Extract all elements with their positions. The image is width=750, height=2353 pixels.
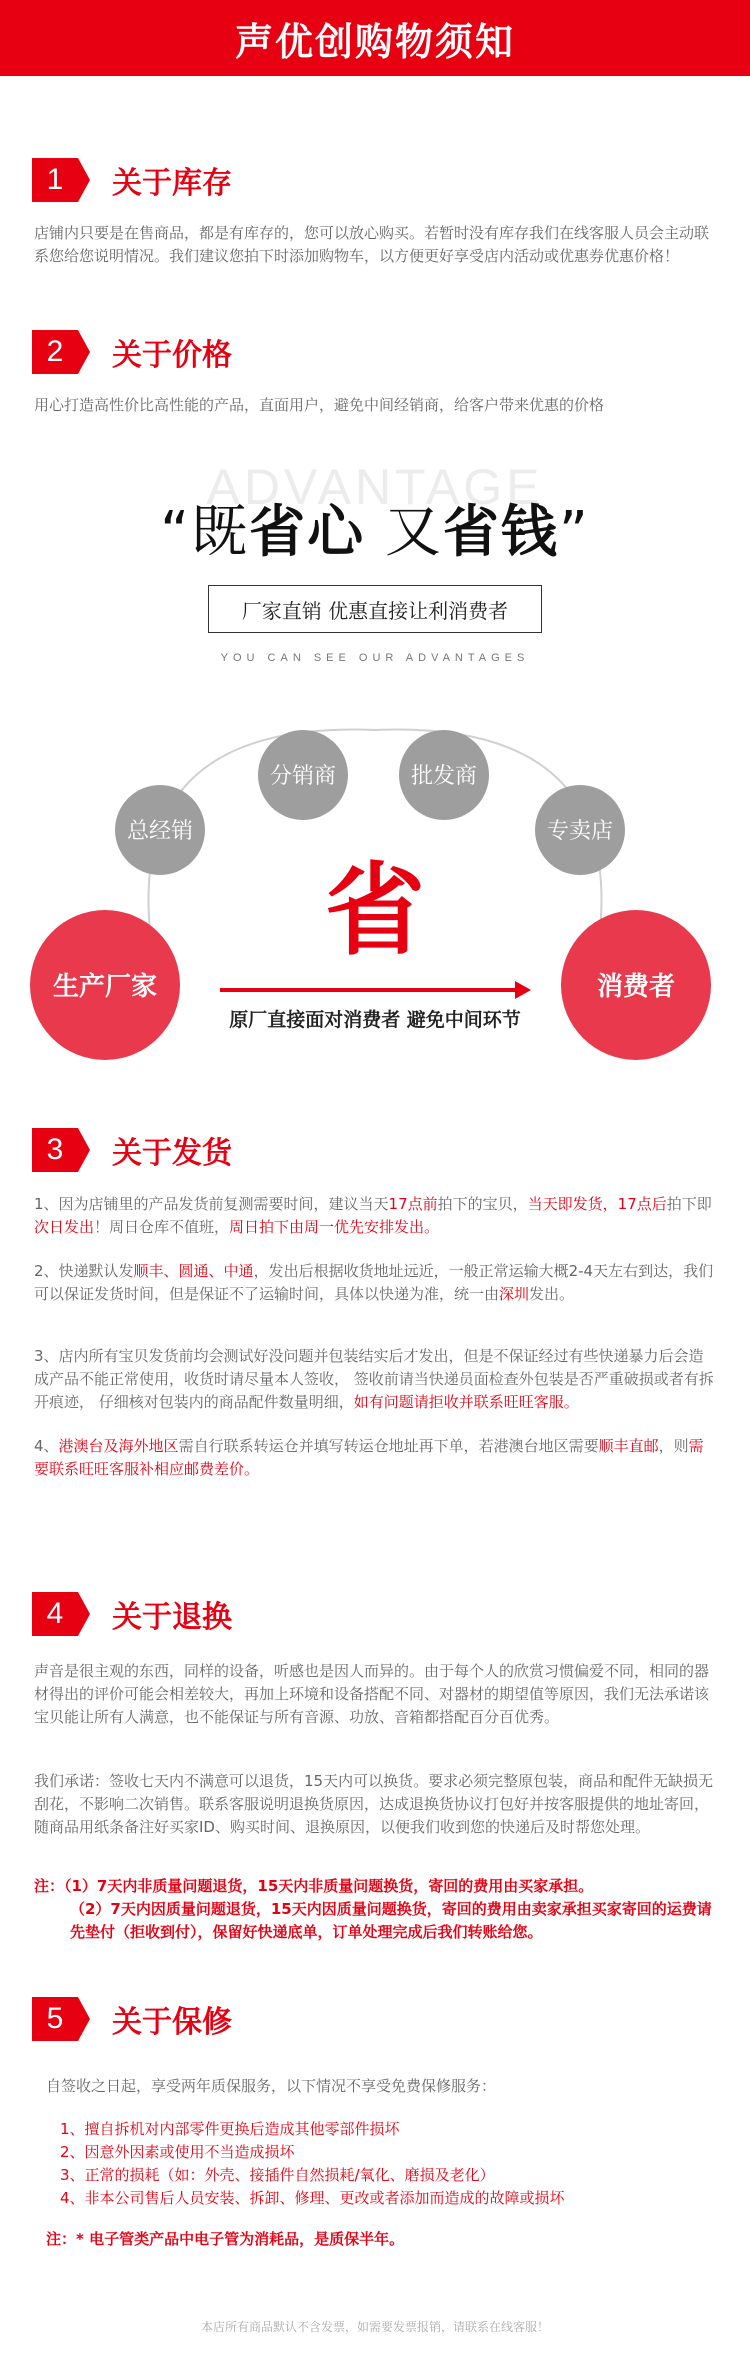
text: 拍下的宝贝， bbox=[437, 1195, 528, 1213]
quote-open: “既 bbox=[160, 500, 250, 565]
text: ！周日仓库不值班， bbox=[94, 1218, 230, 1236]
returns-p1: 声音是很主观的东西，同样的设备，听感也是因人而异的。由于每个人的欣赏习惯偏爱不同，相同的器材得出的评价可能会相差较大，再加上环境和设备搭配不同、对器材的期望值等原因，我们无法承诺该宝贝能让所有人满意，也不能保证与所有音源、功放、音箱都搭配百分百优秀。 bbox=[34, 1662, 710, 1726]
section-header-shipping bbox=[32, 1128, 232, 1172]
list-item: 1、擅自拆机对内部零件更换后造成其他零部件损坏 bbox=[60, 2120, 400, 2138]
shipping-p2 bbox=[34, 1260, 718, 1306]
section-title: 关于保修 bbox=[112, 2005, 232, 2040]
text: 3、店内所有宝贝发货前均会测试好没问题并包装结实后才发出，但是不保证经过有些快递暴力后会造成产品不能正常使用，收货时请尽量本人签收， 签收前请当快递员面检查外包装是否严重破损或者有拆开痕迹， 仔细核对包装内的商品配件数量明细， bbox=[34, 1347, 714, 1411]
advantage-tagline-box bbox=[208, 585, 542, 633]
text: 如有问题请拒收并联系旺旺客服。 bbox=[353, 1393, 579, 1411]
section-number: 2 bbox=[32, 330, 78, 374]
text: 次日发出 bbox=[34, 1218, 95, 1236]
save-glyph: 省 bbox=[325, 852, 425, 969]
title-strong-1: 省心 bbox=[249, 500, 366, 565]
section-title: 关于价格 bbox=[112, 338, 232, 373]
text: 4、 bbox=[34, 1437, 59, 1455]
node-pifashang bbox=[399, 730, 489, 820]
advantage-tagline: 厂家直销 优惠直接让利消费者 bbox=[241, 598, 509, 623]
shipping-p1 bbox=[34, 1193, 718, 1239]
section-title: 关于发货 bbox=[112, 1136, 232, 1171]
shipping-p3 bbox=[34, 1345, 718, 1414]
node-zhuanmaidian bbox=[535, 785, 625, 875]
distribution-diagram bbox=[0, 680, 750, 1080]
arrow-icon bbox=[78, 1592, 90, 1636]
section-header-stock bbox=[32, 158, 232, 202]
page-title: 声优创购物须知 bbox=[234, 19, 515, 64]
text: 顺丰直邮 bbox=[598, 1437, 659, 1455]
returns-p2: 我们承诺：签收七天内不满意可以退货，15天内可以换货。要求必须完整原包装，商品和配件无缺损无刮花，不影响二次销售。联系客服说明退换货原因，达成退换货协议打包好并按客服提供的地址寄回，随商品用纸条备注好买家ID、购买时间、退换原因，以便我们收到您的快递后及时帮您处理。 bbox=[34, 1772, 714, 1836]
arrow-icon bbox=[78, 1997, 90, 2041]
section-header-price bbox=[32, 330, 232, 374]
advantage-english: YOU CAN SEE OUR ADVANTAGES bbox=[220, 652, 530, 664]
warranty-intro: 自签收之日起，享受两年质保服务，以下情况不享受免费保修服务： bbox=[46, 2077, 497, 2095]
section-title: 关于退换 bbox=[112, 1600, 232, 1635]
list-item: 4、非本公司售后人员安装、拆卸、修理、更改或者添加而造成的故障或损坏 bbox=[60, 2189, 565, 2207]
section-number: 5 bbox=[32, 1997, 78, 2041]
diagram-caption: 原厂直接面对消费者 避免中间环节 bbox=[229, 1009, 521, 1031]
text: 2、快递默认发 bbox=[34, 1262, 134, 1280]
list-item: 3、正常的损耗（如：外壳、接插件自然损耗/氧化、磨损及老化） bbox=[60, 2166, 495, 2184]
node-label: 消费者 bbox=[596, 972, 676, 1002]
arrow-icon bbox=[78, 158, 90, 202]
text: 需自行联系转运仓并填写转运仓地址再下单，若港澳台地区需要 bbox=[178, 1437, 599, 1455]
advantage-bg-word: ADVANTAGE bbox=[206, 459, 544, 515]
title-mid: 又 bbox=[365, 500, 443, 565]
text: 周日拍下由周一优先安排发出。 bbox=[229, 1218, 440, 1236]
node-fenxiaoshang bbox=[258, 730, 348, 820]
node-zongjingxiao bbox=[115, 785, 205, 875]
text: 港澳台及海外地区 bbox=[58, 1437, 179, 1455]
list-item: 2、因意外因素或使用不当造成损坏 bbox=[60, 2143, 295, 2161]
arrow-icon bbox=[78, 330, 90, 374]
shipping-p4 bbox=[34, 1435, 718, 1481]
text: 深圳 bbox=[499, 1285, 530, 1303]
node-label: 总经销 bbox=[126, 819, 194, 844]
section-number: 4 bbox=[32, 1592, 78, 1636]
node-label: 专卖店 bbox=[546, 819, 614, 844]
node-label: 生产厂家 bbox=[52, 972, 158, 1002]
footer-note: 本店所有商品默认不含发票，如需要发票报销，请联系在线客服！ bbox=[200, 2320, 549, 2334]
section-title: 关于库存 bbox=[112, 166, 232, 201]
section-number: 1 bbox=[32, 158, 78, 202]
text: 顺丰、圆通、中通 bbox=[133, 1262, 254, 1280]
price-text: 用心打造高性价比高性能的产品，直面用户，避免中间经销商，给客户带来优惠的价格 bbox=[34, 396, 605, 414]
text: 17点前 bbox=[388, 1195, 438, 1213]
returns-notes bbox=[34, 1875, 718, 1944]
returns-note-1: 注：（1）7天内非质量问题退货，15天内非质量问题换货，寄回的费用由买家承担。 bbox=[34, 1877, 594, 1895]
text: 当天即发货，17点后 bbox=[527, 1195, 667, 1213]
warranty-note: 注：* 电子管类产品中电子管为消耗品，是质保半年。 bbox=[46, 2230, 405, 2248]
text: 需要联系旺旺客服补相应邮费差价。 bbox=[34, 1437, 704, 1478]
advantage-title bbox=[0, 488, 750, 568]
warranty-list bbox=[60, 2118, 720, 2210]
node-label: 批发商 bbox=[410, 764, 478, 789]
text: ，发出后根据收货地址远近，一般正常运输大概2-4天左右到达，我们可以保证发货时间，但是保证不了运输时间，具体以快递为准，统一由 bbox=[34, 1262, 714, 1303]
node-consumer bbox=[561, 910, 711, 1060]
node-manufacturer bbox=[30, 910, 180, 1060]
returns-note-2: （2）7天内因质量问题退货，15天内因质量问题换货，寄回的费用由卖家承担买家寄回的运费请先垫付（拒收到付），保留好快递底单，订单处理完成后我们转账给您。 bbox=[70, 1900, 712, 1941]
text: 发出。 bbox=[529, 1285, 575, 1303]
text: ，则 bbox=[658, 1437, 689, 1455]
text: 1、因为店铺里的产品发货前复测需要时间，建议当天 bbox=[34, 1195, 389, 1213]
section-number: 3 bbox=[32, 1128, 78, 1172]
page-banner bbox=[0, 0, 750, 76]
section-header-warranty bbox=[32, 1997, 232, 2041]
arrow-icon bbox=[78, 1128, 90, 1172]
quote-close: ” bbox=[558, 500, 590, 565]
text: 拍下即 bbox=[666, 1195, 712, 1213]
section-header-returns bbox=[32, 1592, 232, 1636]
node-label: 分销商 bbox=[269, 764, 337, 789]
title-strong-2: 省钱 bbox=[442, 500, 559, 565]
arrow-head-icon bbox=[515, 981, 531, 999]
stock-text: 店铺内只要是在售商品，都是有库存的，您可以放心购买。若暂时没有库存我们在线客服人员会主动联系您给您说明情况。我们建议您拍下时添加购物车，以方便更好享受店内活动或优惠券优惠价格！ bbox=[34, 224, 710, 265]
